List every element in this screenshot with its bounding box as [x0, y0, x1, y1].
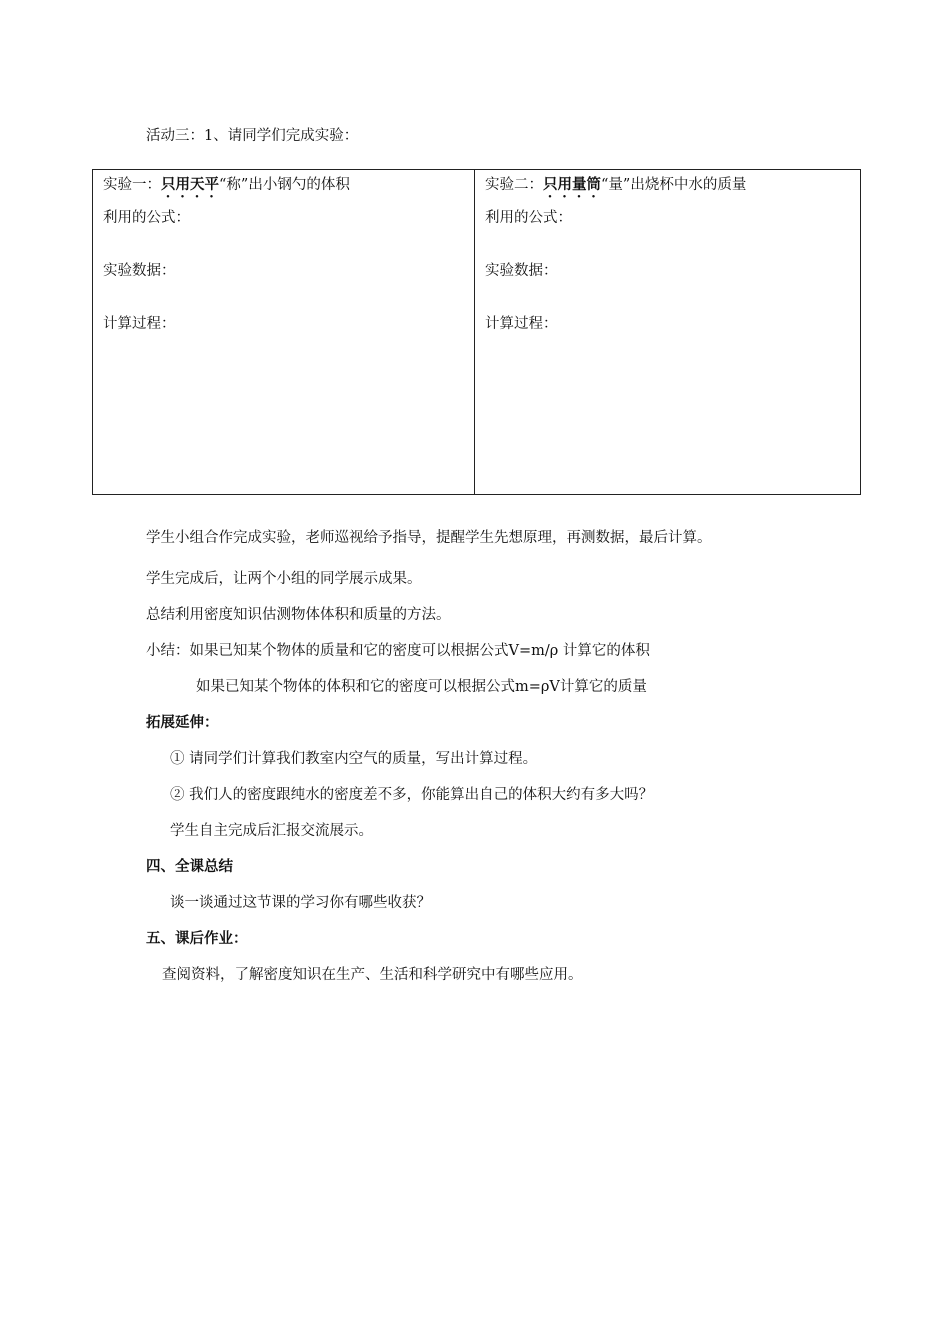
- paragraph-show-results: 学生完成后，让两个小组的同学展示成果。: [146, 571, 422, 587]
- experiment-cell-1: [93, 170, 474, 494]
- extension-question-1: ① 请同学们计算我们教室内空气的质量，写出计算过程。: [170, 751, 538, 767]
- experiment-1-data-label: 实验数据：: [103, 263, 176, 279]
- experiment-table: [92, 169, 861, 495]
- experiment-1-title-prefix: 实验一：: [103, 177, 161, 193]
- experiment-2-title-prefix: 实验二：: [485, 177, 543, 193]
- section-5-text: 查阅资料，了解密度知识在生产、生活和科学研究中有哪些应用。: [162, 967, 583, 983]
- experiment-2-formula-label: 利用的公式：: [485, 210, 572, 226]
- section-5-heading: 五、课后作业：: [146, 931, 248, 947]
- experiment-2-data-label: 实验数据：: [485, 263, 558, 279]
- experiment-cell-2: [475, 170, 860, 494]
- experiment-1-title: [103, 175, 350, 201]
- summary-mass-formula: 如果已知某个物体的体积和它的密度可以根据公式m=ρV计算它的质量: [196, 679, 647, 695]
- extension-note: 学生自主完成后汇报交流展示。: [170, 823, 373, 839]
- experiment-1-formula-label: 利用的公式：: [103, 210, 190, 226]
- summary-volume-formula: 小结：如果已知某个物体的质量和它的密度可以根据公式V=m/ρ 计算它的体积: [146, 643, 650, 659]
- section-4-heading: 四、全课总结: [146, 859, 233, 875]
- extension-question-2: ② 我们人的密度跟纯水的密度差不多，你能算出自己的体积大约有多大吗？: [170, 787, 654, 803]
- experiment-2-title-suffix: “量”出烧杯中水的质量: [601, 177, 747, 193]
- extension-heading: 拓展延伸：: [146, 715, 219, 731]
- paragraph-summary-method: 总结利用密度知识估测物体体积和质量的方法。: [146, 607, 451, 623]
- paragraph-group-work: 学生小组合作完成实验，老师巡视给予指导，提醒学生先想原理，再测数据，最后计算。: [146, 530, 712, 546]
- section-4-text: 谈一谈通过这节课的学习你有哪些收获？: [170, 895, 431, 911]
- experiment-2-title: [485, 175, 746, 201]
- activity-heading: 活动三：1、请同学们完成实验：: [146, 128, 359, 144]
- experiment-1-calc-label: 计算过程：: [103, 316, 176, 332]
- experiment-1-title-emphasis: 只用天平: [161, 177, 219, 193]
- experiment-1-title-suffix: “称”出小钢勺的体积: [219, 177, 350, 193]
- experiment-2-calc-label: 计算过程：: [485, 316, 558, 332]
- experiment-2-title-emphasis: 只用量筒: [543, 177, 601, 193]
